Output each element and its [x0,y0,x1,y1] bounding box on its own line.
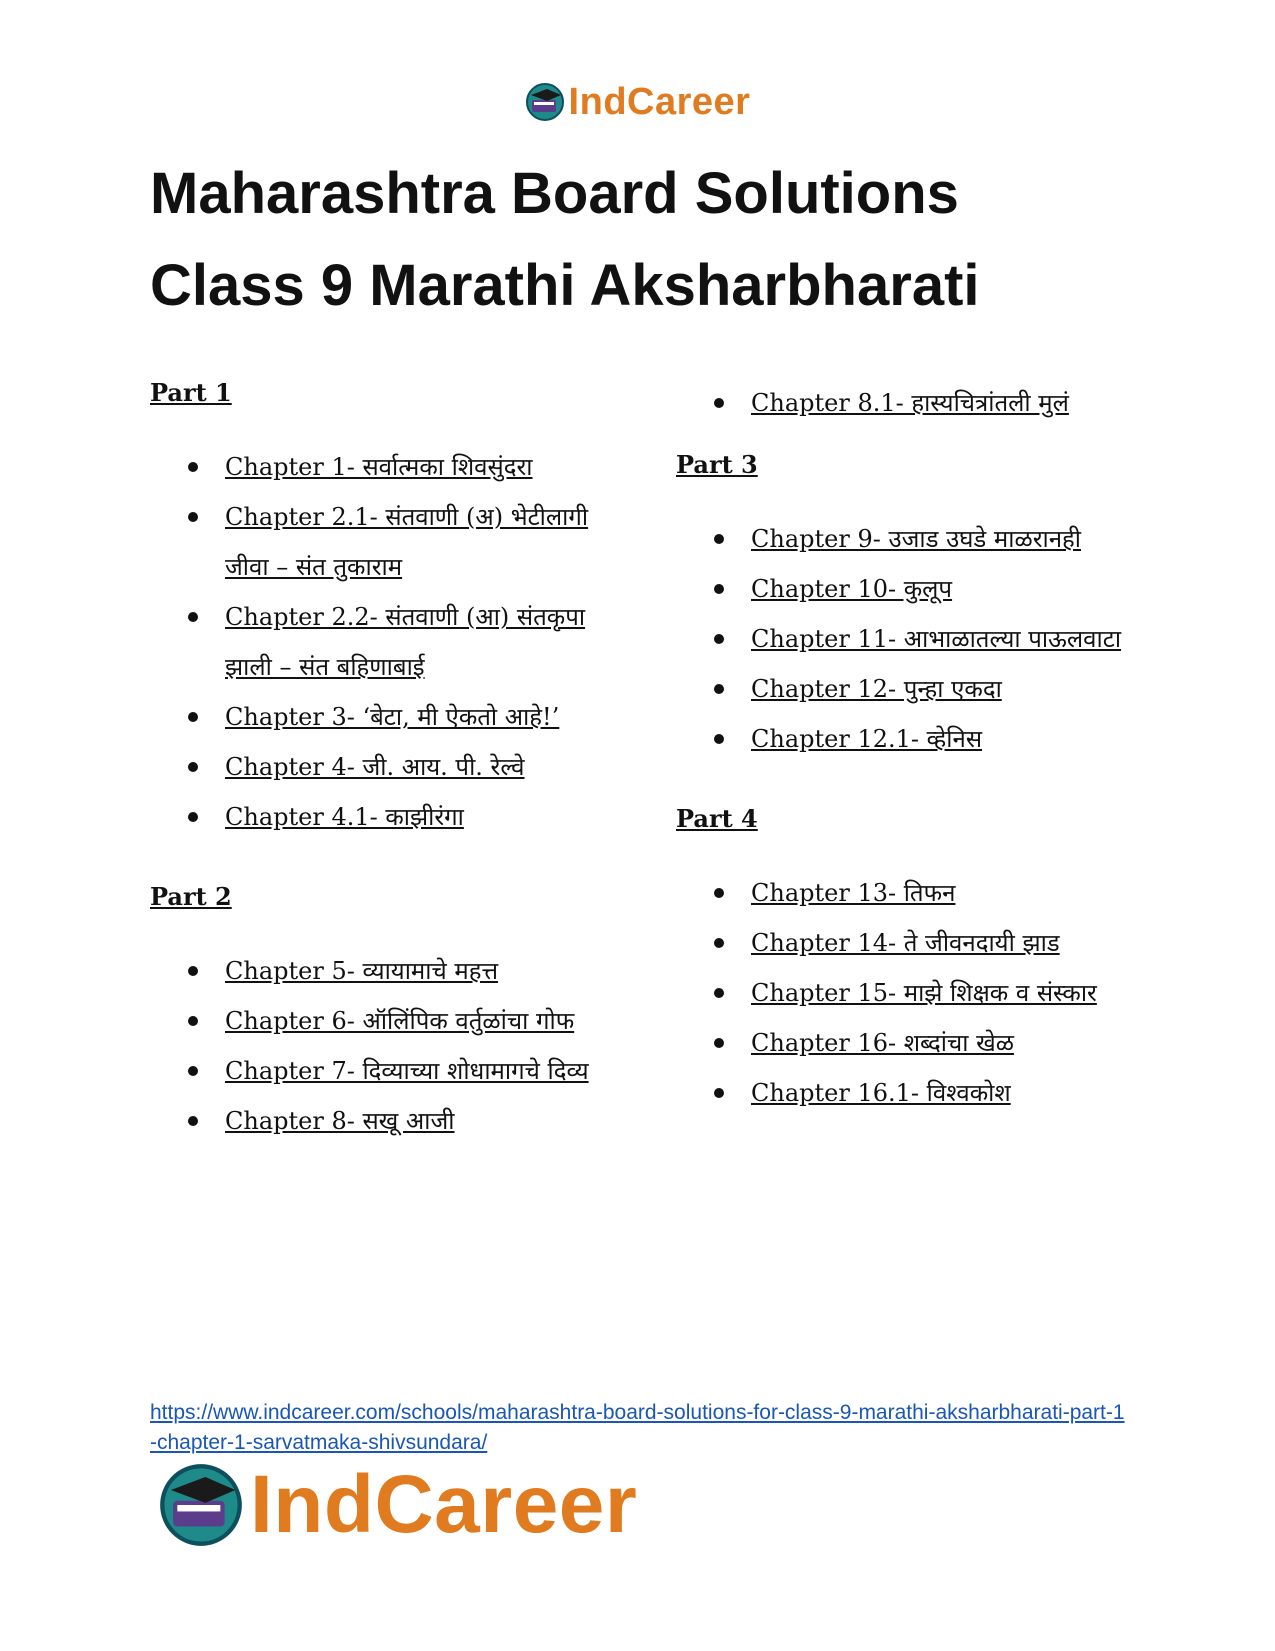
list-item [150,792,630,842]
part-4-chapter-list [676,868,1156,1118]
page-title [150,148,980,332]
list-item [676,1068,1156,1118]
chapter-link[interactable]: Chapter 10- कुलूप [751,575,953,603]
chapter-link[interactable]: Chapter 14- ते जीवनदायी झाड [751,929,1060,957]
chapter-link[interactable]: Chapter 15- माझे शिक्षक व संस्कार [751,979,1097,1007]
chapter-link[interactable]: Chapter 2.2- संतवाणी (आ) संतकृपा झाली – संत बहिणाबाई [225,603,586,681]
brand-name: IndCareer [568,81,751,123]
list-item [150,742,630,792]
chapter-link[interactable]: Chapter 9- उजाड उघडे माळरानही [751,525,1082,553]
bullet-icon [714,684,724,694]
bullet-icon [714,734,724,744]
chapter-link[interactable]: Chapter 8.1- हास्यचित्रांतली मुलं [751,389,1069,417]
left-column [150,378,630,1146]
graduation-book-globe-icon [158,1462,244,1548]
bullet-icon [188,812,198,822]
bullet-icon [714,1038,724,1048]
title-line-1: Maharashtra Board Solutions [150,161,959,226]
list-item [150,1046,630,1096]
list-item [676,664,1156,714]
part-3-chapter-list [676,514,1156,764]
chapter-link[interactable]: Chapter 12.1- व्हेनिस [751,725,983,753]
list-item [676,514,1156,564]
right-column [676,378,1156,1118]
list-item [150,442,630,492]
chapter-link[interactable]: Chapter 11- आभाळातल्या पाऊलवाटा [751,625,1122,653]
list-item [150,492,630,592]
graduation-book-globe-icon [525,82,565,122]
bullet-icon [714,634,724,644]
bullet-icon [714,534,724,544]
chapter-link[interactable]: Chapter 1- सर्वात्मका शिवसुंदरा [225,453,533,481]
bullet-icon [714,584,724,594]
header-logo[interactable] [0,80,1275,124]
bullet-icon [188,762,198,772]
list-item [676,378,1156,428]
chapter-link[interactable]: Chapter 6- ऑलिंपिक वर्तुळांचा गोफ [225,1007,575,1035]
bullet-icon [188,1116,198,1126]
chapter-link[interactable]: Chapter 4.1- काझीरंगा [225,803,464,831]
list-item [676,1018,1156,1068]
bullet-icon [714,988,724,998]
chapter-link[interactable]: Chapter 8- सखू आजी [225,1107,455,1135]
bullet-icon [188,712,198,722]
bullet-icon [188,612,198,622]
bullet-icon [714,1088,724,1098]
chapter-link[interactable]: Chapter 12- पुन्हा एकदा [751,675,1002,703]
title-line-2: Class 9 Marathi Aksharbharati [150,253,980,318]
list-item [676,614,1156,664]
part-2-heading: Part 2 [150,882,232,911]
bullet-icon [188,1066,198,1076]
chapter-link[interactable]: Chapter 2.1- संतवाणी (अ) भेटीलागी जीवा – संत तुकाराम [225,503,589,581]
chapter-link[interactable]: Chapter 16.1- विश्वकोश [751,1079,1011,1107]
list-item [150,592,630,692]
part-2-continued-chapter-list [676,378,1156,428]
chapter-link[interactable]: Chapter 7- दिव्याच्या शोधामागचे दिव्य [225,1057,589,1085]
list-item [150,946,630,996]
source-url-link[interactable]: https://www.indcareer.com/schools/maharashtra-board-solutions-for-class-9-marathi-aksharbharati-part-1-chapter-1-sarvatmaka-shivsundara/ [150,1401,1125,1454]
bullet-icon [188,1016,198,1026]
bullet-icon [188,512,198,522]
footer-logo[interactable] [158,1460,637,1550]
list-item [150,996,630,1046]
part-3-heading: Part 3 [676,450,758,479]
bullet-icon [714,398,724,408]
chapter-link[interactable]: Chapter 5- व्यायामाचे महत्त [225,957,499,985]
list-item [676,968,1156,1018]
part-4-heading: Part 4 [676,804,758,833]
bullet-icon [714,888,724,898]
part-1-heading: Part 1 [150,378,232,407]
bullet-icon [188,462,198,472]
chapter-link[interactable]: Chapter 16- शब्दांचा खेळ [751,1029,1014,1057]
chapter-link[interactable]: Chapter 3- ‘बेटा, मी ऐकतो आहे!’ [225,703,560,731]
list-item [150,1096,630,1146]
part-2-chapter-list [150,946,630,1146]
list-item [676,868,1156,918]
chapter-link[interactable]: Chapter 13- तिफन [751,879,956,907]
part-1-chapter-list [150,442,630,842]
list-item [676,714,1156,764]
bullet-icon [188,966,198,976]
list-item [676,918,1156,968]
list-item [676,564,1156,614]
bullet-icon [714,938,724,948]
brand-name: IndCareer [250,1459,638,1550]
list-item [150,692,630,742]
chapter-link[interactable]: Chapter 4- जी. आय. पी. रेल्वे [225,753,525,781]
